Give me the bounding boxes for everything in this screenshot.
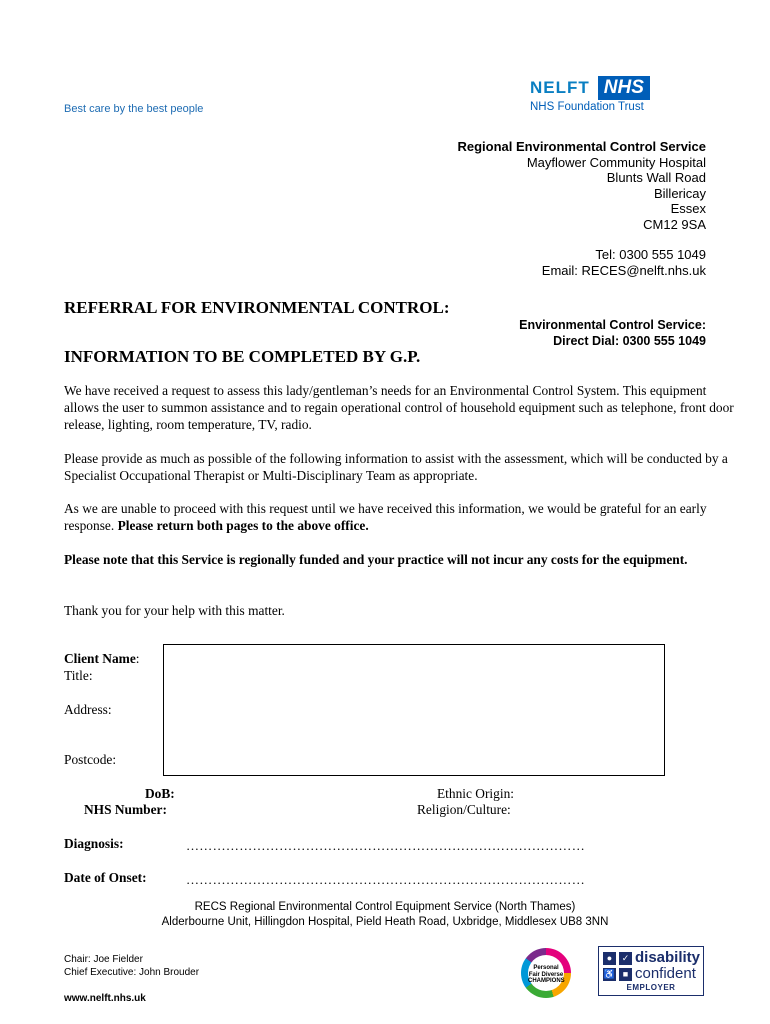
logo-nelft-text: NELFT: [530, 78, 590, 97]
trust-name: NHS Foundation Trust: [530, 101, 644, 113]
postcode-label: Postcode:: [64, 752, 117, 767]
person-icon: ■: [619, 968, 632, 981]
wheelchair-icon: ♿: [603, 969, 616, 979]
paragraph-3-bold: Please return both pages to the above office.: [117, 518, 369, 533]
ethnic-origin-label: Ethnic Origin:: [437, 786, 514, 801]
address-line1: Mayflower Community Hospital: [526, 154, 706, 170]
paragraph-1: We have received a request to assess this lady/gentleman’s needs for an Environmental Control System. This equipment allows the user to summon assistance and to regain operational control of household equipment such as telephone, front door release, lighting, room temperature, TV, radio.: [64, 383, 734, 432]
address-email: Email: RECES@nelft.nhs.uk: [541, 262, 706, 278]
diagnosis-label: Diagnosis:: [64, 836, 124, 851]
address-line2: Blunts Wall Road: [606, 170, 706, 185]
service-line1: Environmental Control Service:: [519, 318, 706, 332]
footer-website[interactable]: www.nelft.nhs.uk: [64, 993, 146, 1004]
nelft-nhs-logo: [530, 76, 650, 100]
footer-recs: RECS Regional Environmental Control Equipment Service (North Thames): [194, 901, 576, 913]
footer-address: Alderbourne Unit, Hillingdon Hospital, Pield Heath Road, Uxbridge, Middlesex UB8 3NN: [161, 916, 609, 928]
address-postcode: CM12 9SA: [643, 216, 706, 232]
check-icon: ✓: [619, 952, 632, 965]
paragraph-5: Thank you for your help with this matter.: [64, 603, 285, 618]
dc-line2: confident: [635, 965, 696, 982]
address-line4: Essex: [670, 201, 706, 216]
footer-ceo: Chief Executive: John Brouder: [64, 967, 200, 978]
paragraph-3-text: As we are unable to proceed with this request until we have received this information, we would be grateful for an early response.: [64, 501, 707, 533]
date-of-onset-field[interactable]: ………………………………………………………………………………: [186, 872, 585, 887]
dc-icons: [603, 952, 633, 981]
service-line2: Direct Dial: 0300 555 1049: [553, 334, 706, 348]
client-name-label: Client Name:: [64, 651, 140, 666]
religion-label: Religion/Culture:: [417, 802, 511, 817]
pfd-text: Personal Fair Diverse CHAMPIONS: [528, 955, 564, 991]
personal-fair-diverse-logo: [521, 948, 571, 998]
footer-chair: Chair: Joe Fielder: [64, 954, 143, 965]
dob-label: DoB:: [145, 786, 175, 801]
address-line3: Billericay: [653, 185, 706, 201]
gp-title: INFORMATION TO BE COMPLETED BY G.P.: [64, 347, 421, 366]
paragraph-3: [64, 500, 744, 534]
paragraph-4: Please note that this Service is regionally funded and your practice will not incur any costs for the equipment.: [64, 552, 688, 567]
diagnosis-field[interactable]: ………………………………………………………………………………: [186, 838, 585, 853]
paragraph-2: Please provide as much as possible of the following information to assist with the assessment, which will be conducted by a Specialist Occupational Therapist or Multi-Disciplinary Team as appropriate.: [64, 451, 728, 483]
address-block: [458, 139, 707, 278]
nhs-number-label: NHS Number:: [84, 802, 167, 817]
service-contact: [519, 317, 706, 349]
client-details-box[interactable]: [163, 644, 665, 776]
referral-title: REFERRAL FOR ENVIRONMENTAL CONTROL:: [64, 298, 450, 317]
people-icon: ●: [603, 952, 616, 965]
address-label: Address:: [64, 702, 112, 717]
title-label: Title:: [64, 668, 93, 683]
date-of-onset-label: Date of Onset:: [64, 870, 147, 885]
dc-line1: disability: [635, 949, 701, 966]
address-tel: Tel: 0300 555 1049: [595, 247, 706, 262]
address-org: Regional Environmental Control Service: [457, 139, 706, 154]
disability-confident-logo: [598, 946, 704, 996]
dc-line3: EMPLOYER: [626, 983, 676, 992]
tagline: Best care by the best people: [64, 103, 204, 115]
logo-nhs-box: NHS: [598, 76, 650, 100]
